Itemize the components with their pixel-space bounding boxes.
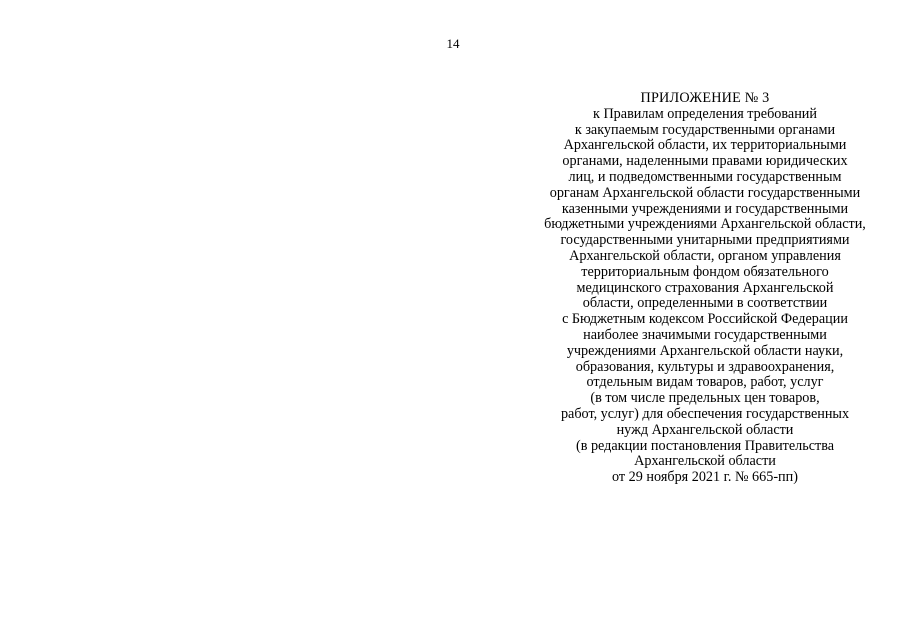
appendix-line: казенными учреждениями и государственными: [561, 200, 849, 217]
appendix-line: (в редакции постановления Правительства: [575, 437, 835, 454]
appendix-line: нужд Архангельской области: [616, 421, 794, 438]
appendix-header: [520, 91, 890, 486]
appendix-line: Архангельской области, органом управления: [569, 247, 841, 264]
appendix-line: бюджетными учреждениями Архангельской области,: [544, 216, 866, 233]
appendix-line: отдельным видам товаров, работ, услуг: [586, 374, 824, 391]
appendix-line: Архангельской области, их территориальными: [563, 137, 847, 154]
appendix-line: области, определенными в соответствии: [582, 295, 828, 312]
appendix-line: учреждениями Архангельской области науки,: [566, 342, 844, 359]
appendix-line: (в том числе предельных цен товаров,: [590, 390, 820, 407]
appendix-title: ПРИЛОЖЕНИЕ № 3: [640, 90, 770, 106]
appendix-line: к Правилам определения требований: [593, 105, 817, 122]
appendix-line: с Бюджетным кодексом Российской Федерации: [562, 311, 848, 328]
appendix-line: государственными унитарными предприятиями: [560, 232, 850, 249]
appendix-line: Архангельской области: [634, 453, 776, 470]
page-number: 14: [446, 36, 460, 51]
appendix-line: работ, услуг) для обеспечения государственных: [560, 405, 850, 422]
appendix-line: лиц, и подведомственными государственным: [568, 168, 842, 185]
appendix-line: органам Архангельской области государственными: [549, 184, 861, 201]
appendix-line: территориальным фондом обязательного: [581, 263, 829, 280]
appendix-line: к закупаемым государственными органами: [574, 121, 836, 138]
appendix-line: образования, культуры и здравоохранения,: [575, 358, 835, 375]
appendix-line: медицинского страхования Архангельской: [576, 279, 834, 296]
appendix-line: от 29 ноября 2021 г. № 665-пп): [612, 469, 798, 486]
appendix-line: органами, наделенными правами юридических: [562, 153, 848, 170]
appendix-line: наиболее значимыми государственными: [583, 326, 827, 343]
